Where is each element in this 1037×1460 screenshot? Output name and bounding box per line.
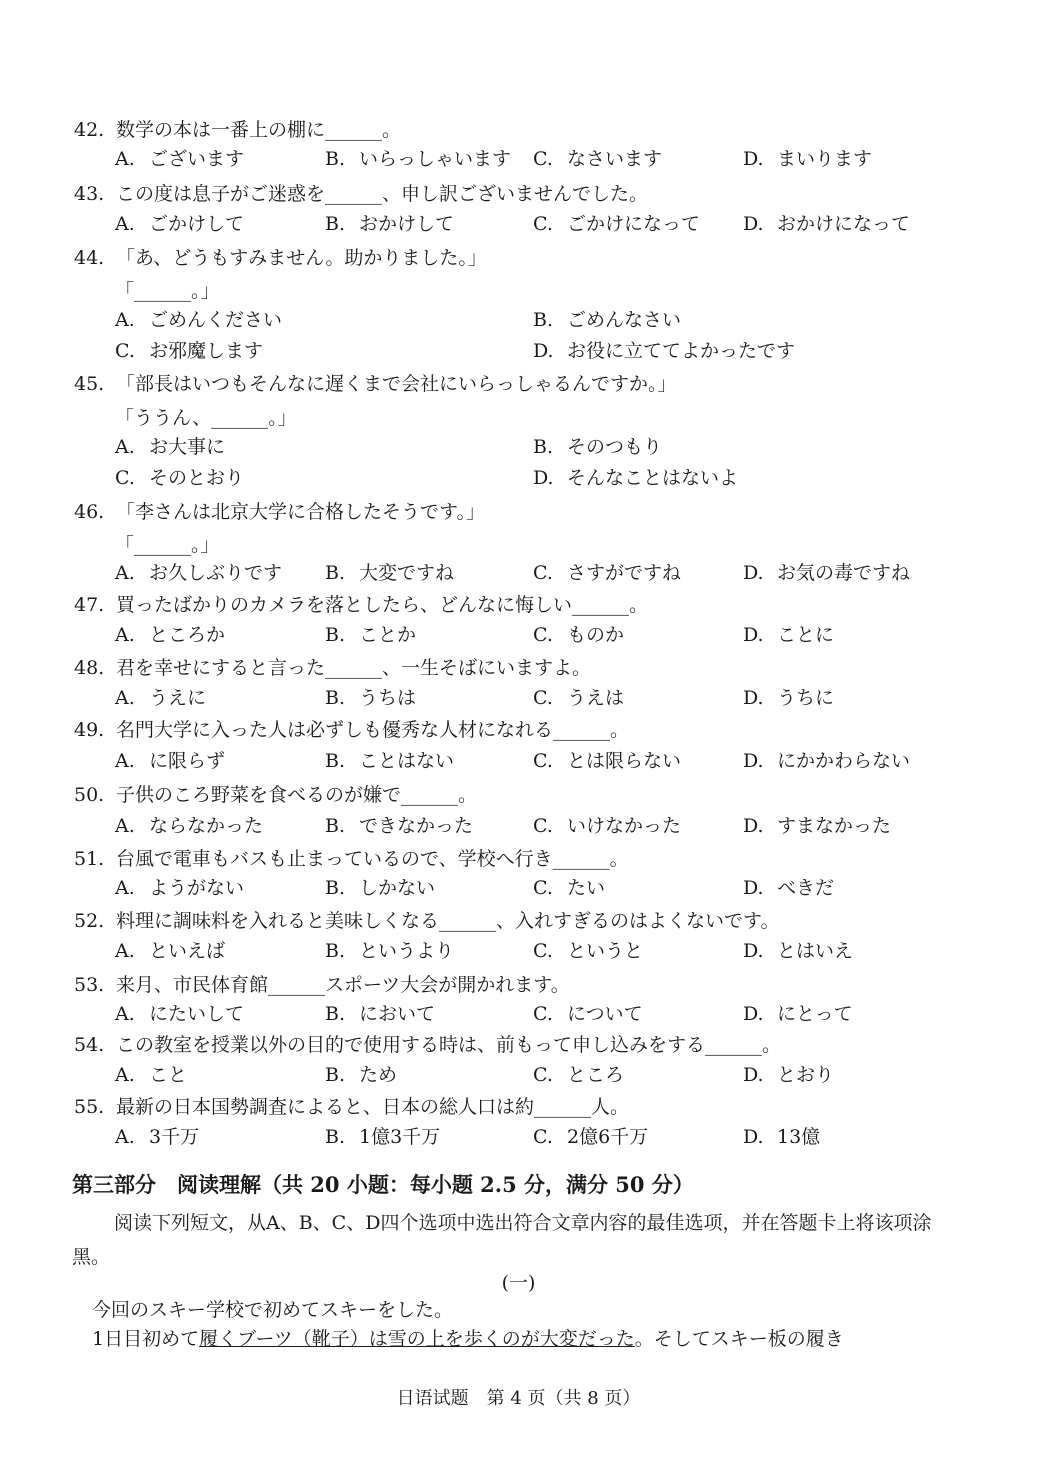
option-d: D. まいります bbox=[743, 148, 873, 170]
option-a: A. にたいして bbox=[115, 1003, 245, 1025]
option-a: A. こと bbox=[115, 1064, 188, 1086]
option-d: D. とはいえ bbox=[743, 940, 854, 962]
option-a: A. といえば bbox=[115, 940, 226, 962]
option-d: D. にとって bbox=[743, 1003, 853, 1025]
option-b: B. いらっしゃいます bbox=[325, 148, 512, 170]
question-number: 42. bbox=[74, 119, 105, 141]
question-51: 51. 台風で電車もバスも止まっているので、学校へ行き______。 bbox=[74, 848, 629, 870]
reply-46: 「______。」 bbox=[115, 534, 220, 556]
option-c: C. とは限らない bbox=[533, 750, 682, 772]
option-b: B. うちは bbox=[325, 687, 417, 709]
option-c: C. いけなかった bbox=[533, 815, 682, 837]
option-a: A. お大事に bbox=[115, 436, 226, 458]
question-42 bbox=[74, 117, 974, 143]
option-a: A. に限らず bbox=[115, 750, 226, 772]
option-a: A. お久しぶりです bbox=[115, 562, 283, 584]
option-c: C. うえは bbox=[533, 687, 625, 709]
option-c: C. お邪魔します bbox=[115, 340, 264, 362]
passage-number: (一) bbox=[501, 1272, 536, 1294]
question-53: 53. 来月、市民体育館______スポーツ大会が開かれます。 bbox=[74, 974, 570, 996]
question-55: 55. 最新の日本国勢調査によると、日本の総人口は約______人。 bbox=[74, 1096, 630, 1118]
reply-44: 「______。」 bbox=[115, 280, 220, 302]
option-d: D. すまなかった bbox=[743, 815, 892, 837]
option-d: D. 13億 bbox=[743, 1126, 821, 1148]
passage-line-1: 今回のスキー学校で初めてスキーをした。 bbox=[92, 1299, 454, 1321]
option-b: B. できなかった bbox=[325, 815, 474, 837]
question-48: 48. 君を幸せにすると言った______、一生そばにいますよ。 bbox=[74, 657, 592, 679]
question-50: 50. 子供のころ野菜を食べるのが嫌で______。 bbox=[74, 784, 478, 806]
question-52: 52. 料理に調味料を入れると美味しくなる______、入れすぎるのはよくないです。 bbox=[74, 910, 780, 932]
option-d: D. とおり bbox=[743, 1064, 835, 1086]
option-b: B. しかない bbox=[325, 877, 436, 899]
passage-line-2: 1日目初めて履くブーツ（靴子）は雪の上を歩くのが大変だった。そしてスキー板の履き bbox=[92, 1328, 844, 1350]
option-c: C. というと bbox=[533, 940, 644, 962]
option-c: C. 2億6千万 bbox=[533, 1126, 649, 1148]
option-d: D. おかけになって bbox=[743, 213, 911, 235]
reply-45: 「ううん、______。」 bbox=[115, 407, 297, 429]
option-c: C. なさいます bbox=[533, 148, 663, 170]
option-d: D. べきだ bbox=[743, 877, 835, 899]
option-c: C. ところ bbox=[533, 1064, 625, 1086]
option-a: A. ごかけして bbox=[115, 213, 245, 235]
option-b: B. そのつもり bbox=[533, 436, 663, 458]
section-instructions: 阅读下列短文，从A、B、C、D四个选项中选出符合文章内容的最佳选项，并在答题卡上将该项涂黑。 bbox=[72, 1212, 932, 1268]
option-b: B. ことか bbox=[325, 624, 417, 646]
option-d: D. にかかわらない bbox=[743, 750, 911, 772]
option-c: C. たい bbox=[533, 877, 606, 899]
option-c: C. について bbox=[533, 1003, 643, 1025]
option-a: A. ようがない bbox=[115, 877, 245, 899]
option-a: A. うえに bbox=[115, 687, 207, 709]
question-43: 43. この度は息子がご迷惑を______、申し訳ございませんでした。 bbox=[74, 183, 649, 205]
option-b: B. 大変ですね bbox=[325, 562, 455, 584]
option-a: A. ところか bbox=[115, 624, 226, 646]
option-d: D. お役に立ててよかったです bbox=[533, 340, 796, 362]
underlined-phrase: 履くブーツ（靴子）は雪の上を歩くのが大変だった bbox=[199, 1328, 635, 1350]
option-b: B. ため bbox=[325, 1064, 398, 1086]
question-44: 44. 「あ、どうもすみません。助かりました。」 bbox=[74, 247, 487, 269]
section-title: 第三部分 阅读理解（共 20 小题：每小题 2.5 分，满分 50 分） bbox=[72, 1172, 694, 1197]
option-d: D. うちに bbox=[743, 687, 835, 709]
question-46: 46. 「李さんは北京大学に合格したそうです。」 bbox=[74, 501, 485, 523]
page-footer: 日语试题 第 4 页（共 8 页） bbox=[396, 1388, 641, 1409]
option-b: B. ごめんなさい bbox=[533, 309, 682, 331]
question-47: 47. 買ったばかりのカメラを落としたら、どんなに悔しい______。 bbox=[74, 594, 649, 616]
option-b: B. というより bbox=[325, 940, 455, 962]
question-49: 49. 名門大学に入った人は必ずしも優秀な人材になれる______。 bbox=[74, 719, 630, 741]
option-d: D. お気の毒ですね bbox=[743, 562, 911, 584]
option-d: D. そんなことはないよ bbox=[533, 467, 739, 489]
option-a: A. 3千万 bbox=[115, 1126, 200, 1148]
option-c: C. ものか bbox=[533, 624, 625, 646]
option-c: C. そのとおり bbox=[115, 467, 245, 489]
option-b: B. ことはない bbox=[325, 750, 455, 772]
question-45: 45. 「部長はいつもそんなに遅くまで会社にいらっしゃるんですか。」 bbox=[74, 373, 677, 395]
option-b: B. において bbox=[325, 1003, 436, 1025]
option-d: D. ことに bbox=[743, 624, 835, 646]
option-c: C. ごかけになって bbox=[533, 213, 701, 235]
question-54: 54. この教室を授業以外の目的で使用する時は、前もって申し込みをする______。 bbox=[74, 1034, 782, 1056]
question-stem: 数学の本は一番上の棚に______。 bbox=[116, 119, 402, 141]
option-a: A. ごめんください bbox=[115, 309, 283, 331]
option-a: A. ならなかった bbox=[115, 815, 264, 837]
option-b: B. 1億3千万 bbox=[325, 1126, 441, 1148]
option-a: A. ございます bbox=[115, 148, 245, 170]
option-c: C. さすがですね bbox=[533, 562, 682, 584]
option-b: B. おかけして bbox=[325, 213, 455, 235]
